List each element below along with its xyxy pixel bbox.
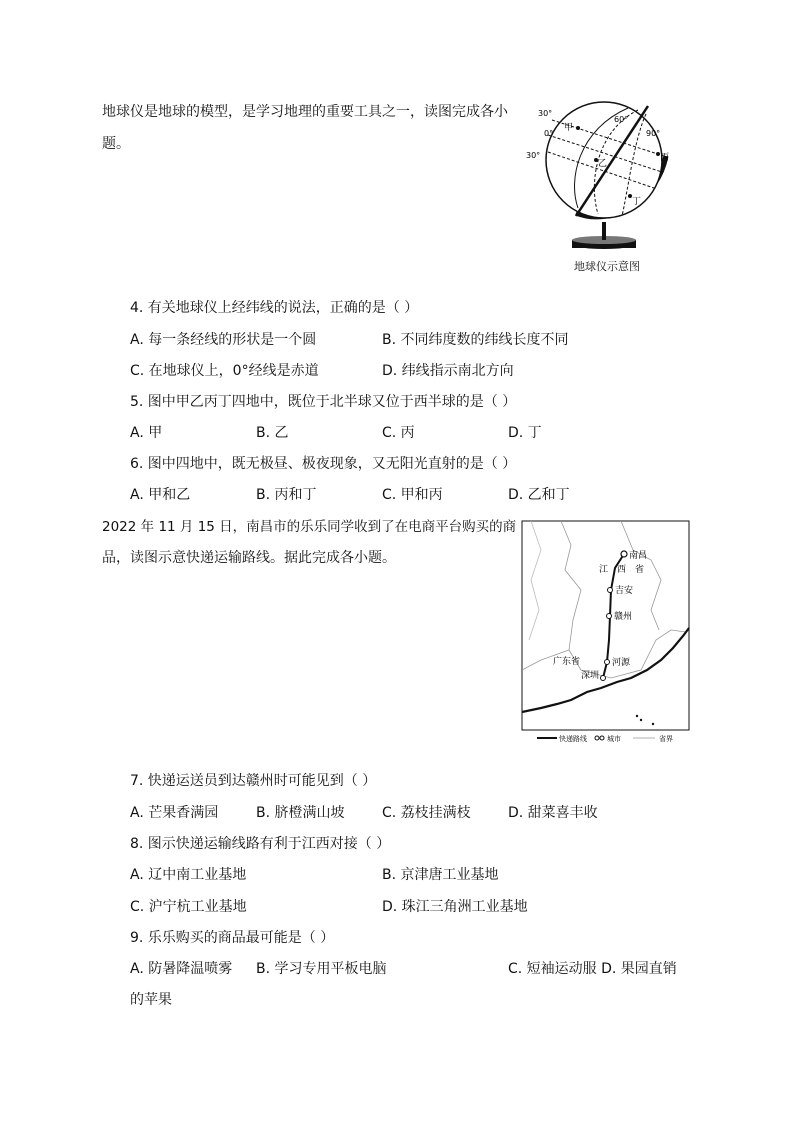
q5-option-b: B. 乙 xyxy=(256,425,289,441)
label-shenzhen: 深圳 xyxy=(581,671,600,681)
label-lon90: 90° xyxy=(646,129,661,138)
q7-option-a: A. 芒果香满园 xyxy=(130,805,219,821)
q5-option-d: D. 丁 xyxy=(508,425,542,441)
globe-figure xyxy=(518,100,688,275)
label-jia: 甲 xyxy=(564,123,574,133)
q5-option-c: C. 丙 xyxy=(382,425,415,441)
label-ding: 丁 xyxy=(632,197,642,207)
q7-option-d: D. 甜菜喜丰收 xyxy=(508,805,598,821)
route-map xyxy=(521,520,691,742)
q8-option-a: A. 辽中南工业基地 xyxy=(130,867,247,883)
globe-stand-pole xyxy=(602,222,606,240)
legend-border-label: 省界 xyxy=(659,735,673,742)
label-jian: 吉安 xyxy=(615,586,634,596)
legend-city-label: 城市 xyxy=(607,735,621,742)
intro-2-line-1: 2022 年 11 月 15 日，南昌市的乐乐同学收到了在电商平台购买的商 xyxy=(102,519,517,535)
q6-option-d: D. 乙和丁 xyxy=(508,487,570,503)
city-shenzhen xyxy=(601,676,606,681)
label-lat30-left: 30° xyxy=(526,151,541,160)
route-map-figure xyxy=(521,520,691,742)
label-lat30-top: 30° xyxy=(538,109,553,118)
label-heyuan: 河源 xyxy=(612,658,631,668)
q7-option-b: B. 脐橙满山坡 xyxy=(256,805,345,821)
globe-caption: 地球仪示意图 xyxy=(574,260,640,273)
island xyxy=(640,719,642,721)
intro-2-line-2: 品，读图示意快递运输路线。据此完成各小题。 xyxy=(102,550,396,566)
q9-option-b: B. 学习专用平板电脑 xyxy=(256,961,387,977)
island xyxy=(652,723,654,725)
q4-option-c: C. 在地球仪上，0°经线是赤道 xyxy=(130,363,319,379)
label-yi: 乙 xyxy=(598,159,608,169)
q4-stem: 4. 有关地球仪上经纬线的说法，正确的是（ ） xyxy=(130,300,419,316)
city-jian xyxy=(608,588,613,593)
globe-diagram xyxy=(518,100,688,275)
q4-option-b: B. 不同纬度数的纬线长度不同 xyxy=(382,332,569,348)
q8-stem: 8. 图示快递运输线路有利于江西对接（ ） xyxy=(130,836,391,852)
label-lon60: 60° xyxy=(614,115,629,124)
q4-option-d: D. 纬线指示南北方向 xyxy=(382,363,514,379)
legend-city-swatch-2 xyxy=(600,736,604,740)
q7-option-c: C. 荔枝挂满枝 xyxy=(382,805,471,821)
city-nanchang xyxy=(621,551,627,557)
label-nanchang: 南昌 xyxy=(629,551,648,561)
q8-option-b: B. 京津唐工业基地 xyxy=(382,867,499,883)
island xyxy=(636,715,638,717)
q9-stem: 9. 乐乐购买的商品最可能是（ ） xyxy=(130,930,335,946)
label-bing: 丙 xyxy=(660,153,670,163)
legend-city-swatch xyxy=(595,736,599,740)
point-jia xyxy=(576,126,580,130)
label-lon0: 0° xyxy=(544,129,554,138)
q9-option-c-d: C. 短袖运动服 D. 果园直销 xyxy=(508,961,677,977)
q9-option-d-continued: 的苹果 xyxy=(130,992,172,1008)
intro-1-line-1: 地球仪是地球的模型，是学习地理的重要工具之一，读图完成各小 xyxy=(102,104,508,120)
q9-option-a: A. 防暑降温喷雾 xyxy=(130,961,233,977)
q8-option-d: D. 珠江三角洲工业基地 xyxy=(382,899,528,915)
q4-option-a: A. 每一条经线的形状是一个圆 xyxy=(130,332,317,348)
q8-option-c: C. 沪宁杭工业基地 xyxy=(130,899,247,915)
q6-option-a: A. 甲和乙 xyxy=(130,487,191,503)
q6-stem: 6. 图中四地中，既无极昼、极夜现象，又无阳光直射的是（ ） xyxy=(130,456,517,472)
q5-stem: 5. 图中甲乙丙丁四地中，既位于北半球又位于西半球的是（ ） xyxy=(130,394,517,410)
label-jiangxi-2: 西 xyxy=(617,565,627,575)
label-jiangxi-3: 省 xyxy=(635,565,645,575)
q5-option-a: A. 甲 xyxy=(130,425,163,441)
q6-option-c: C. 甲和丙 xyxy=(382,487,443,503)
city-heyuan xyxy=(605,660,610,665)
city-ganzhou xyxy=(607,614,612,619)
label-jiangxi-1: 江 xyxy=(599,565,609,575)
label-guangdong: 广东省 xyxy=(553,657,581,667)
legend-route-label: 快递路线 xyxy=(559,735,587,742)
q6-option-b: B. 丙和丁 xyxy=(256,487,317,503)
intro-1-line-2: 题。 xyxy=(102,136,130,152)
q7-stem: 7. 快递运送员到达赣州时可能见到（ ） xyxy=(130,773,377,789)
map-frame xyxy=(522,521,689,730)
label-ganzhou: 赣州 xyxy=(614,612,633,622)
